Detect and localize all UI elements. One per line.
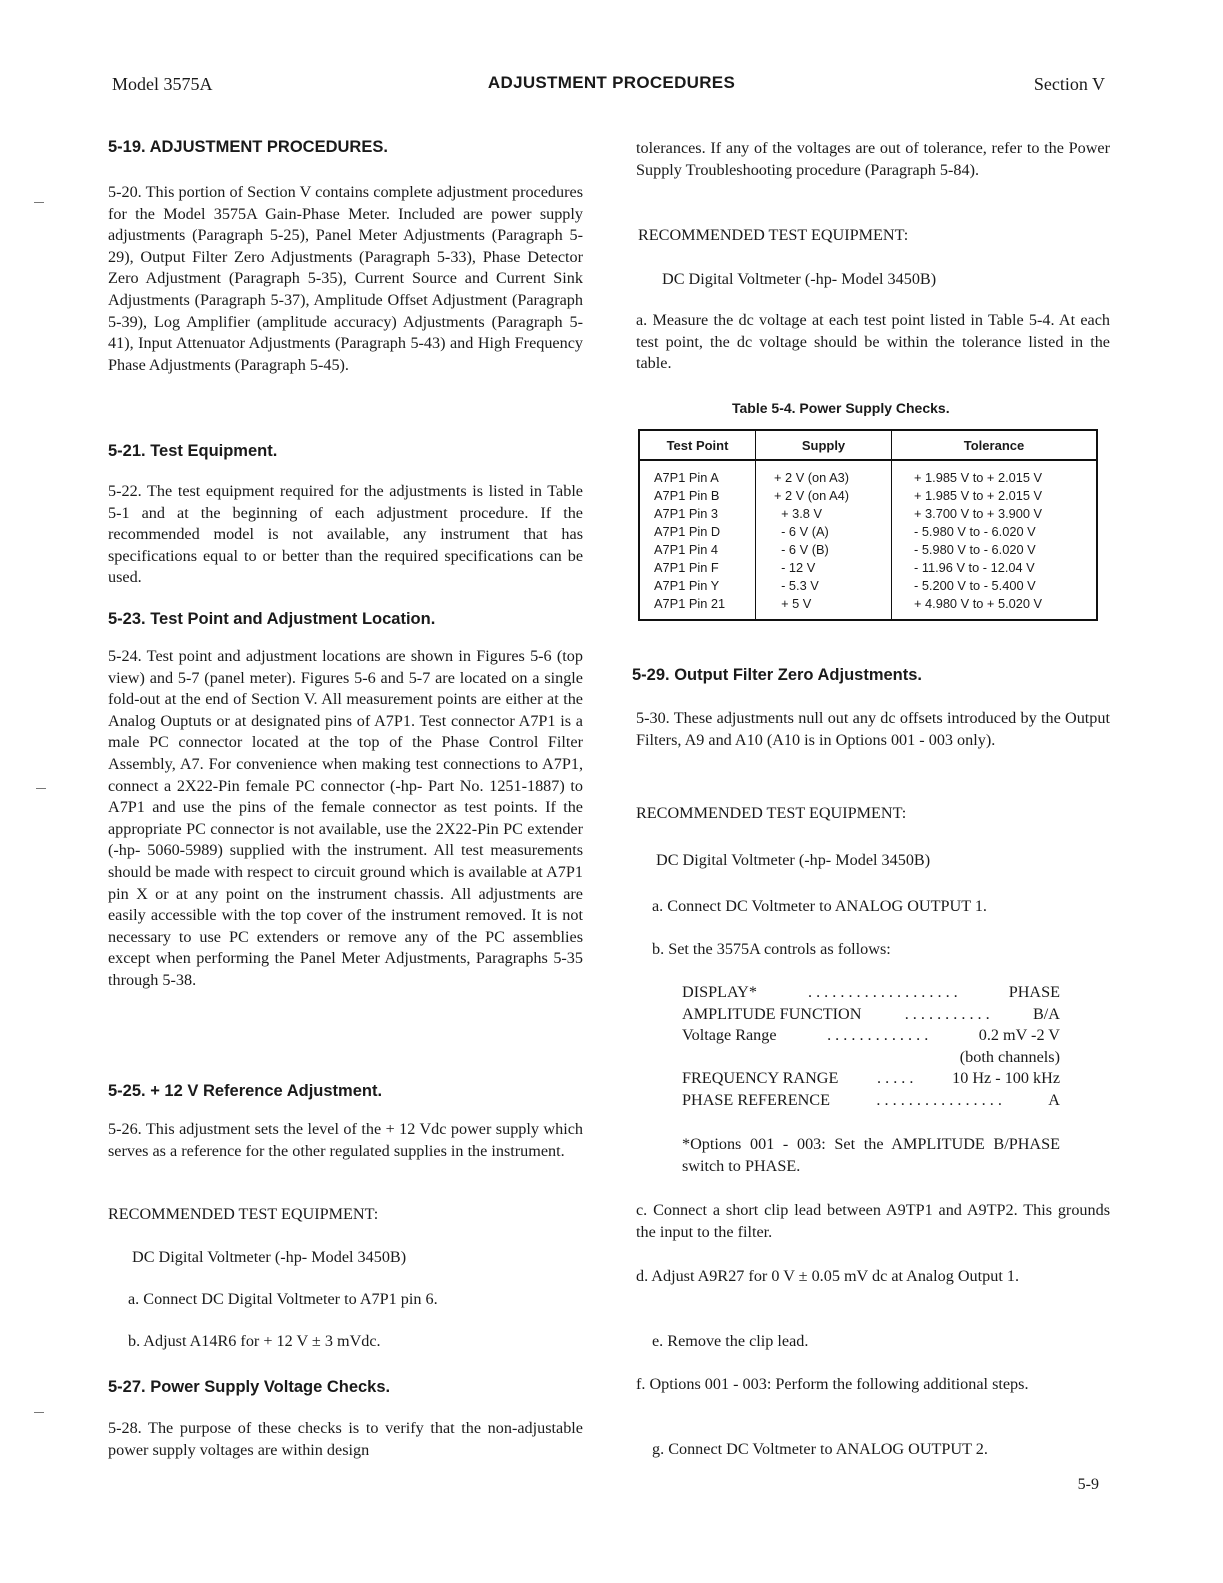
table-row	[639, 460, 1097, 620]
tolerance-cells: + 1.985 V to + 2.015 V + 1.985 V to + 2.015 V + 3.700 V to + 3.900 V - 5.980 V to - 6.020 V - 5.980 V to - 6.020 V - 11.96 V to - 12.04 V - 5.200 V to - 5.400 V + 4.980 V to + 5.020 V	[914, 470, 1043, 611]
setting-label: DISPLAY*	[682, 983, 757, 1001]
paragraph-5-26: 5-26. This adjustment sets the level of the + 12 Vdc power supply which serves as a reference for the other regulated supplies in the instrument.	[108, 1120, 583, 1160]
setting-label: FREQUENCY RANGE	[682, 1069, 839, 1088]
table-caption: Table 5-4. Power Supply Checks.	[732, 400, 950, 416]
test-equipment-item: DC Digital Voltmeter (-hp- Model 3450B)	[662, 270, 937, 288]
setting-value: PHASE	[1008, 983, 1060, 1001]
paragraph-5-24: 5-24. Test point and adjustment locations are shown in Figures 5-6 (top view) and 5-7 (panel meter). Figures 5-6 and 5-7 are located on a single fold-out at the end of Section V. All measurement points are either at the Analog Ouptuts or at designated pins of A7P1. Test connector A7P1 is a male PC connector located at the top of the Phase Control Filter Assembly, A7. For convenience when making test connections to A7P1, connect a 2X22-Pin female PC connector (-hp- Part No. 1251-1887) to A7P1 and use the pins of the female connector as test points. If the appropriate PC connector is not available, use the 2X22-Pin PC extender (-hp- 5060-5989) supplied with the instrument. All test measurements should be made with respect to circuit ground which is available at A7P1 pin X or at any point on the instrument chassis. All adjustments are easily accessible with the top cover of the instrument removed. It is not necessary to use PC extenders or remove any of the PC assemblies except when performing the Panel Meter Adjustments, Paragraphs 5-35 through 5-38.	[108, 647, 583, 989]
recommended-test-equipment-label: RECOMMENDED TEST EQUIPMENT:	[636, 804, 907, 822]
setting-amplitude-function	[682, 1004, 1060, 1026]
step-c: c. Connect a short clip lead between A9TP1 and A9TP2. This grounds the input to the filter.	[636, 1201, 1110, 1241]
step-b-set-controls: b. Set the 3575A controls as follows:	[652, 940, 891, 958]
recommended-test-equipment-label: RECOMMENDED TEST EQUIPMENT:	[108, 1205, 379, 1223]
setting-value: 0.2 mV -2 V	[978, 1026, 1060, 1045]
paragraph-continuation: tolerances. If any of the voltages are out of tolerance, refer to the Power Supply Troubleshooting procedure (Paragraph 5-84).	[636, 139, 1110, 179]
setting-value: A	[1048, 1090, 1060, 1109]
supply-cells: + 2 V (on A3) + 2 V (on A4) + 3.8 V - 6 V (A) - 6 V (B) - 12 V - 5.3 V + 5 V	[756, 460, 892, 620]
page-number: 5-9	[1077, 1476, 1099, 1493]
header-title: ADJUSTMENT PROCEDURES	[487, 73, 736, 92]
setting-value: 10 Hz - 100 kHz	[952, 1069, 1060, 1088]
setting-frequency-range	[682, 1068, 1060, 1090]
setting-label: Voltage Range	[682, 1026, 777, 1045]
setting-voltage-range	[682, 1025, 1060, 1047]
test-equipment-item: DC Digital Voltmeter (-hp- Model 3450B)	[132, 1248, 407, 1266]
setting-dots: . . . . . . . . . . .	[904, 1004, 990, 1023]
test-equipment-item: DC Digital Voltmeter (-hp- Model 3450B)	[656, 851, 931, 869]
setting-dots: . . . . . . . . . . . . . . . .	[876, 1090, 1002, 1109]
header-section: Section V	[1033, 74, 1105, 94]
power-supply-table	[638, 429, 1098, 621]
column-header-tolerance: Tolerance	[892, 430, 1098, 460]
header-model: Model 3575A	[112, 74, 213, 94]
step-f: f. Options 001 - 003: Perform the following additional steps.	[636, 1375, 1029, 1393]
heading-5-27: 5-27. Power Supply Voltage Checks.	[108, 1378, 391, 1396]
setting-dots: . . . . .	[877, 1069, 914, 1088]
margin-mark	[34, 202, 44, 203]
step-a-connect: a. Connect DC Voltmeter to ANALOG OUTPUT 1.	[652, 897, 987, 915]
setting-display	[682, 982, 1060, 1004]
step-g: g. Connect DC Voltmeter to ANALOG OUTPUT 2.	[652, 1440, 988, 1458]
paragraph-5-20: 5-20. This portion of Section V contains complete adjustment procedures for the Model 3575A Gain-Phase Meter. Included are power supply adjustments (Paragraph 5-25), Panel Meter Adjustments (Paragraph 5-29), Output Filter Zero Adjustments (Paragraph 5-33), Phase Detector Zero Adjustment (Paragraph 5-35), Current Source and Current Sink Adjustments (Paragraph 5-37), Amplitude Offset Adjustment (Paragraph 5-39), Log Amplifier (amplitude accuracy) Adjustments (Paragraph 5-41), Input Attenuator Adjustments (Paragraph 5-43) and High Frequency Phase Adjustments (Paragraph 5-45).	[108, 183, 583, 374]
setting-dots: . . . . . . . . . . . . . . . . . . .	[807, 983, 958, 1001]
step-d: d. Adjust A9R27 for 0 V ± 0.05 mV dc at Analog Output 1.	[636, 1267, 1020, 1285]
test-point-cells: A7P1 Pin A A7P1 Pin B A7P1 Pin 3 A7P1 Pin D A7P1 Pin 4 A7P1 Pin F A7P1 Pin Y A7P1 Pin 21	[639, 460, 756, 620]
recommended-test-equipment-label: RECOMMENDED TEST EQUIPMENT:	[638, 226, 909, 244]
heading-5-21: 5-21. Test Equipment.	[108, 442, 278, 460]
options-note: *Options 001 - 003: Set the AMPLITUDE B/PHASE switch to PHASE.	[682, 1135, 1060, 1175]
paragraph-5-22: 5-22. The test equipment required for the adjustments is listed in Table 5-1 and at the beginning of each adjustment procedure. If the recommended model is not available, any instrument that has specifications equal to or better than the required specifications can be used.	[108, 482, 583, 587]
heading-5-25: 5-25. + 12 V Reference Adjustment.	[108, 1082, 383, 1100]
setting-label: AMPLITUDE FUNCTION	[682, 1004, 862, 1023]
column-header-test-point: Test Point	[639, 430, 756, 460]
heading-5-29: 5-29. Output Filter Zero Adjustments.	[632, 666, 922, 684]
control-settings	[682, 982, 1060, 1112]
heading-5-23: 5-23. Test Point and Adjustment Location.	[108, 610, 436, 628]
margin-mark	[34, 1412, 44, 1413]
paragraph-5-28: 5-28. The purpose of these checks is to verify that the non-adjustable power supply voltages are within design	[108, 1419, 583, 1459]
column-header-supply: Supply	[756, 430, 892, 460]
setting-phase-reference	[682, 1090, 1060, 1112]
margin-mark	[36, 788, 46, 789]
step-a: a. Connect DC Digital Voltmeter to A7P1 pin 6.	[128, 1290, 438, 1308]
setting-voltage-range-note: (both channels)	[959, 1047, 1060, 1066]
step-b: b. Adjust A14R6 for + 12 V ± 3 mVdc.	[128, 1332, 381, 1350]
setting-value: B/A	[1032, 1004, 1060, 1023]
step-e: e. Remove the clip lead.	[652, 1332, 809, 1350]
setting-label: PHASE REFERENCE	[682, 1090, 830, 1109]
setting-dots: . . . . . . . . . . . . .	[827, 1026, 929, 1045]
step-a-measure: a. Measure the dc voltage at each test point listed in Table 5-4. At each test point, the dc voltage should be within the tolerance listed in the table.	[636, 311, 1110, 373]
paragraph-5-30: 5-30. These adjustments null out any dc offsets introduced by the Output Filters, A9 and A10 (A10 is in Options 001 - 003 only).	[636, 709, 1110, 749]
heading-5-19: 5-19. ADJUSTMENT PROCEDURES.	[108, 138, 388, 156]
